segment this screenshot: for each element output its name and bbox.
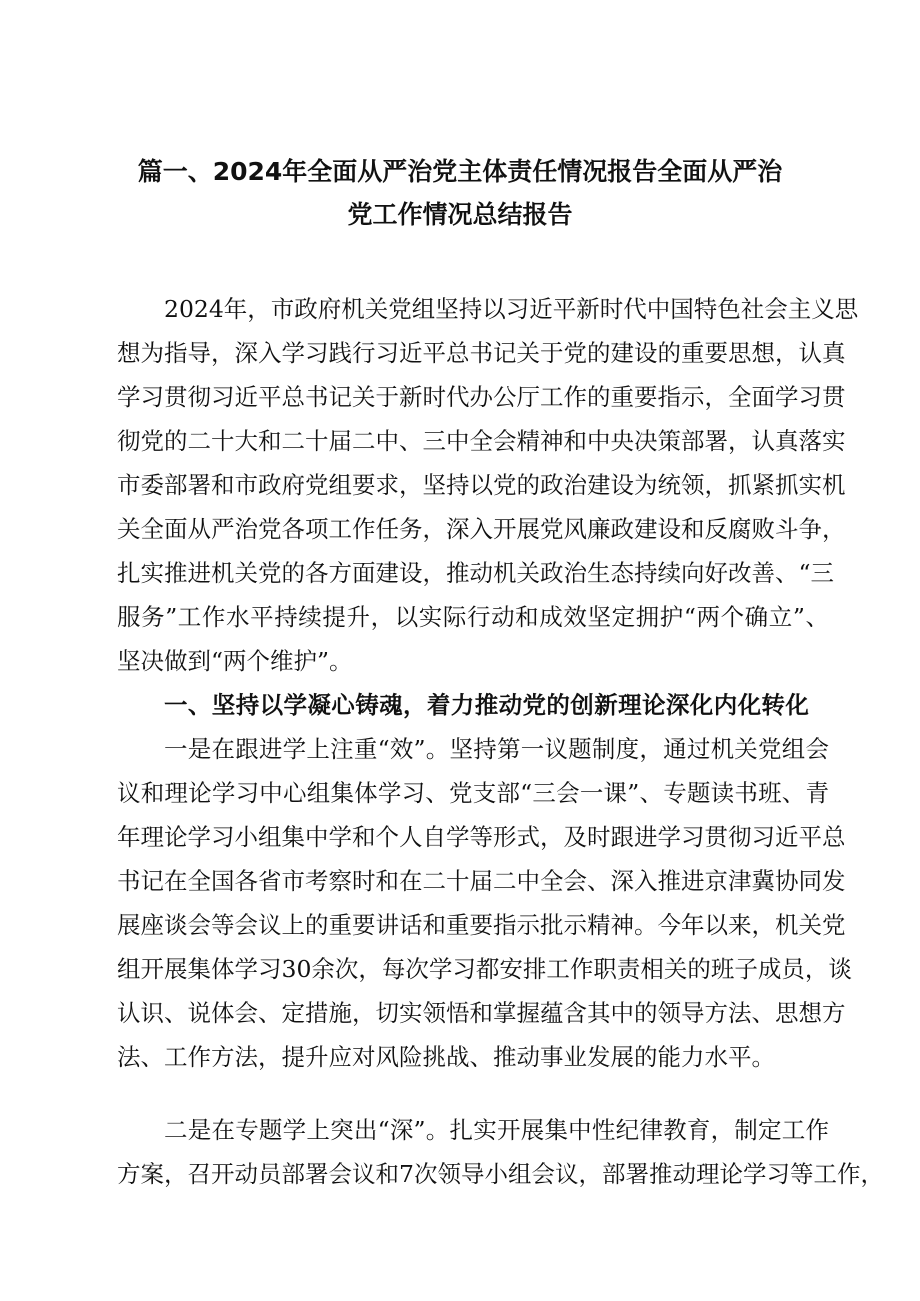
paragraph-1-line: 想为指导，深入学习践行习近平总书记关于党的建设的重要思想，认真 [117,339,846,367]
paragraph-1-line: 市委部署和市政府党组要求，坚持以党的政治建设为统领，抓紧抓实机 [117,471,846,499]
paragraph-2-line: 法、工作方法，提升应对风险挑战、推动事业发展的能力水平。 [117,1043,775,1071]
paragraph-2-line: 书记在全国各省市考察时和在二十届二中全会、深入推进京津冀协同发 [117,867,846,895]
paragraph-1-line: 彻党的二十大和二十届二中、三中全会精神和中央决策部署，认真落实 [117,427,846,455]
document-title-line-2: 党工作情况总结报告 [347,200,573,229]
paragraph-1-line: 坚决做到“两个维护”。 [117,647,353,675]
paragraph-1-line: 学习贯彻习近平总书记关于新时代办公厅工作的重要指示，全面学习贯 [117,383,846,411]
paragraph-3-line: 二是在专题学上突出“深”。扎实开展集中性纪律教育，制定工作 [164,1116,829,1144]
paragraph-1-line: 扎实推进机关党的各方面建设，推动机关政治生态持续向好改善、“三 [117,559,835,587]
paragraph-2-line: 议和理论学习中心组集体学习、党支部“三会一课”、专题读书班、青 [117,779,829,807]
paragraph-2-line: 年理论学习小组集中学和个人自学等形式，及时跟进学习贯彻习近平总 [117,823,846,851]
paragraph-2-line: 一是在跟进学上注重“效”。坚持第一议题制度，通过机关党组会 [164,735,829,763]
paragraph-2-line: 组开展集体学习30余次，每次学习都安排工作职责相关的班子成员，谈 [117,955,852,983]
paragraph-1-line: 2024年，市政府机关党组坚持以习近平新时代中国特色社会主义思 [164,295,859,323]
paragraph-1-line: 服务”工作水平持续提升，以实际行动和成效坚定拥护“两个确立”、 [117,603,829,631]
document-title-line-1: 篇一、2024年全面从严治党主体责任情况报告全面从严治 [137,157,783,186]
section-1-heading: 一、坚持以学凝心铸魂，着力推动党的创新理论深化内化转化 [164,691,810,719]
paragraph-2-line: 展座谈会等会议上的重要讲话和重要指示批示精神。今年以来，机关党 [117,911,846,939]
paragraph-1-line: 关全面从严治党各项工作任务，深入开展党风廉政建设和反腐败斗争， [117,515,846,543]
paragraph-2-line: 认识、说体会、定措施，切实领悟和掌握蕴含其中的领导方法、思想方 [117,999,846,1027]
paragraph-3-line: 方案，召开动员部署会议和7次领导小组会议，部署推动理论学习等工作， [117,1160,884,1188]
